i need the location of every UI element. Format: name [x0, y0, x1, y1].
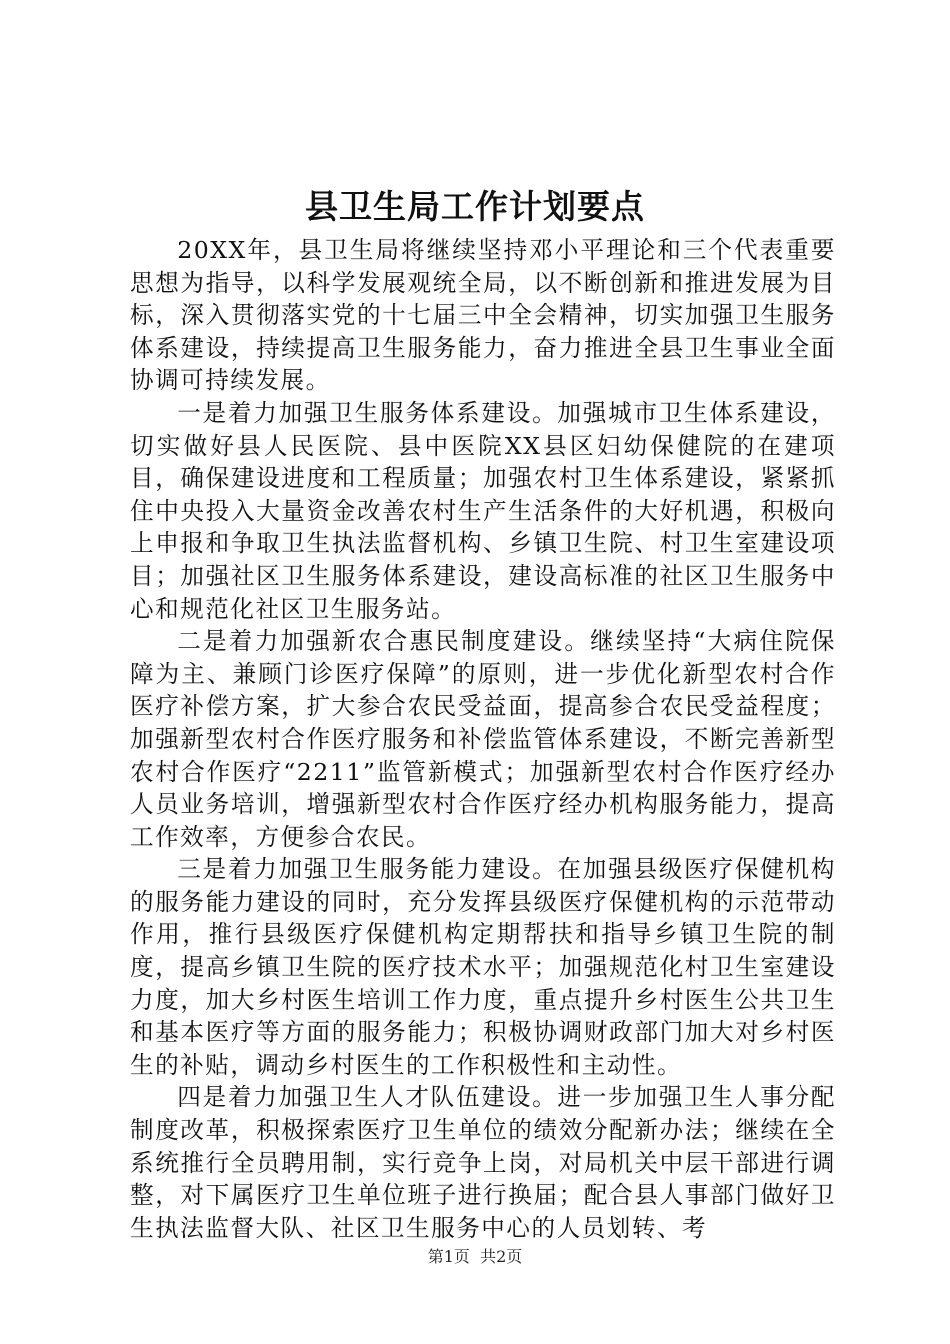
paragraph-section-4: 四是着力加强卫生人才队伍建设。进一步加强卫生人事分配制度改革，积极探索医疗卫生单位的绩效分配新办法；继续在全系统推行全员聘用制，实行竞争上岗，对局机关中层干部进行调整，对下属医疗卫生单位班子进行换届；配合县人事部门做好卫生执法监督大队、社区卫生服务中心的人员划转、考: [130, 1083, 836, 1242]
page-footer: [0, 1246, 950, 1268]
document-title: 县卫生局工作计划要点: [305, 187, 645, 226]
document-body: [130, 234, 836, 1244]
paragraph-section-1: 一是着力加强卫生服务体系建设。加强城市卫生体系建设，切实做好县人民医院、县中医院XX县区妇幼保健院的在建项目，确保建设进度和工程质量；加强农村卫生体系建设，紧紧抓住中央投入大量资金改善农村生产生活条件的大好机遇，积极向上申报和争取卫生执法监督机构、乡镇卫生院、村卫生室建设项目；加强社区卫生服务体系建设，建设高标准的社区卫生服务中心和规范化社区卫生服务站。: [130, 398, 836, 623]
paragraph-section-3: 三是着力加强卫生服务能力建设。在加强县级医疗保健机构的服务能力建设的同时，充分发挥县级医疗保健机构的示范带动作用，推行县级医疗保健机构定期帮扶和指导乡镇卫生院的制度，提高乡镇卫生院的医疗技术水平；加强规范化村卫生室建设力度，加大乡村医生培训工作力度，重点提升乡村医生公共卫生和基本医疗等方面的服务能力；积极协调财政部门加大对乡村医生的补贴，调动乡村医生的工作积极性和主动性。: [130, 855, 836, 1079]
paragraph-section-2: 二是着力加强新农合惠民制度建设。继续坚持“大病住院保障为主、兼顾门诊医疗保障”的原则，进一步优化新型农村合作医疗补偿方案，扩大参合农民受益面，提高参合农民受益程度；加强新型农村合作医疗服务和补偿监管体系建设，不断完善新型农村合作医疗“2211”监管新模式；加强新型农村合作医疗经办人员业务培训，增强新型农村合作医疗经办机构服务能力，提高工作效率，方便参合农民。: [130, 627, 836, 851]
paragraph-intro: 20XX年，县卫生局将继续坚持邓小平理论和三个代表重要思想为指导，以科学发展观统全局，以不断创新和推进发展为目标，深入贯彻落实党的十七届三中全会精神，切实加强卫生服务体系建设，持续提高卫生服务能力，奋力推进全县卫生事业全面协调可持续发展。: [130, 236, 836, 395]
page-number: 第1页: [427, 1247, 470, 1266]
page-total: 共2页: [480, 1247, 523, 1266]
